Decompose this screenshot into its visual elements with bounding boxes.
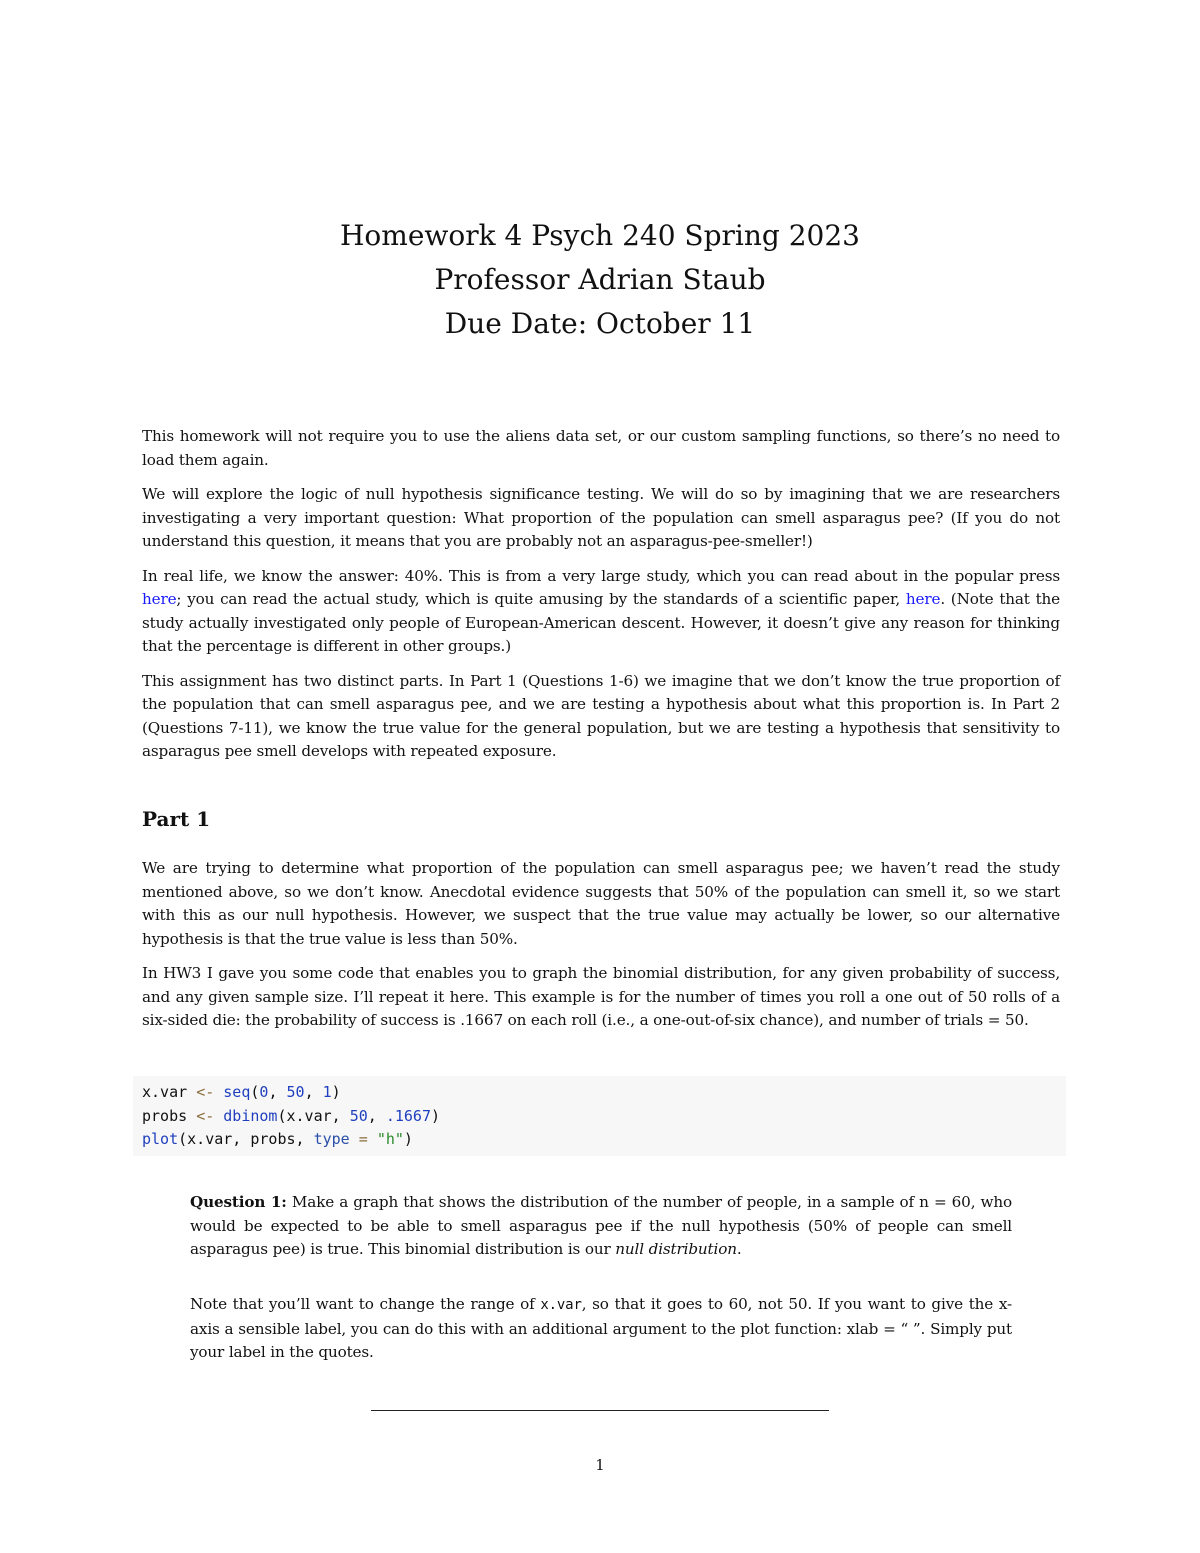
document-title: Homework 4 Psych 240 Spring 2023 [340,219,860,252]
popular-press-link[interactable]: here [142,590,177,608]
question-1-text-a: Make a graph that shows the distribution of the number of people, in a sample of n = 60, who would be expected to be able to smell asparagus pee if the null hypothesis (50% of people can smell asparagus pee) is true. This binomial distribution is our [190,1193,1012,1258]
code-token: <- [196,1083,215,1101]
part1-paragraph-2: In HW3 I gave you some code that enables you to graph the binomial distribution, for any given probability of success, and any given sample size. I’ll repeat it here. This example is for the number of times you roll a one out of 50 rolls of a six-sided die: the probability of success is .1667 on each roll (i.e., a one-out-of-six chance), and number of trials = 50. [142,964,1060,1029]
code-token: x.var [286,1106,332,1125]
page-number: 1 [595,1456,605,1474]
code-token: <- [196,1106,215,1125]
question-1-note-code: x.var [540,1297,582,1313]
code-token: dbinom [223,1106,278,1125]
footnote-rule [371,1410,829,1411]
code-line-3: plot(x.var, probs, type = "h") [142,1130,413,1148]
code-token: = [358,1130,368,1148]
intro-paragraph-3-text-b: ; you can read the actual study, which is quite amusing by the standards of a scientific paper, [176,590,906,608]
intro-paragraph-4: This assignment has two distinct parts. In Part 1 (Questions 1-6) we imagine that we don’t know the true proportion of the population that can smell asparagus pee, and we are testing a hypothesis about what this proportion is. In Part 2 (Questions 7-11), we know the true value for the general population, but we are testing a hypothesis that sensitivity to asparagus pee smell develops with repeated exposure. [142,671,1060,760]
professor-name: Professor Adrian Staub [434,263,766,296]
code-token: x.var [142,1083,188,1101]
intro-paragraph-3-text-a: In real life, we know the answer: 40%. This is from a very large study, which you can read about in the popular press [142,566,1060,585]
code-line-2: probs <- dbinom(x.var, 50, .1667) [142,1106,441,1125]
code-line-1: x.var <- seq(0, 50, 1) [142,1083,341,1101]
part1-section [142,857,1060,1044]
intro-section [142,425,1060,775]
due-date: Due Date: October 11 [444,307,756,340]
code-token: 50 [349,1106,368,1125]
question-1-label: Question 1: [190,1193,287,1211]
intro-paragraph-2: We will explore the logic of null hypothesis significance testing. We will do so by imagining that we are researchers investigating a very important question: What proportion of the population can smell asparagus pee? (If you do not understand this question, it means that you are probably not an asparagus-pee-smeller!) [142,485,1060,550]
part1-heading: Part 1 [142,807,211,831]
part1-paragraph-1: We are trying to determine what proportion of the population can smell asparagus pee; we haven’t read the study mentioned above, so we don’t know. Anecdotal evidence suggests that 50% of the population can smell it, so we start with this as our null hypothesis. However, we suspect that the true value may actually be lower, so our alternative hypothesis is that the true value is less than 50%. [142,859,1060,948]
actual-study-link[interactable]: here [905,590,941,608]
code-token: 1 [322,1083,332,1101]
question-1-text-b: . [736,1240,742,1258]
question-1-note-text-a: Note that you’ll want to change the range of [190,1295,541,1313]
code-token: seq [223,1083,251,1101]
question-1 [190,1191,1012,1262]
code-token: "h" [376,1130,404,1148]
question-1-note [190,1293,1012,1365]
code-token: probs [142,1106,188,1125]
question-1-emphasis: null distribution [615,1240,737,1258]
code-token: type [313,1130,350,1148]
code-token: x.var, probs, [187,1130,314,1148]
intro-paragraph-1: This homework will not require you to use the aliens data set, or our custom sampling functions, so there’s no need to load them again. [142,427,1060,469]
intro-paragraph-3-text-c: . (Note that the study actually investigated only people of European-American descent. However, it doesn’t give any reason for thinking that the percentage is different in other groups.) [142,590,1061,655]
question-1-note-text-b: , so that it goes to 60, not 50. If you want to give the x-axis a sensible label, you can do this with an additional argument to the plot function: xlab = “ ”. Simply put your label in the quotes. [190,1295,1013,1361]
code-token: 50 [286,1083,305,1101]
code-token: .1667 [385,1106,431,1125]
intro-paragraph-3 [142,565,1060,659]
code-token: 0 [259,1083,269,1101]
code-token: plot [142,1130,179,1148]
title-block [0,214,1200,346]
code-block [133,1076,1066,1156]
